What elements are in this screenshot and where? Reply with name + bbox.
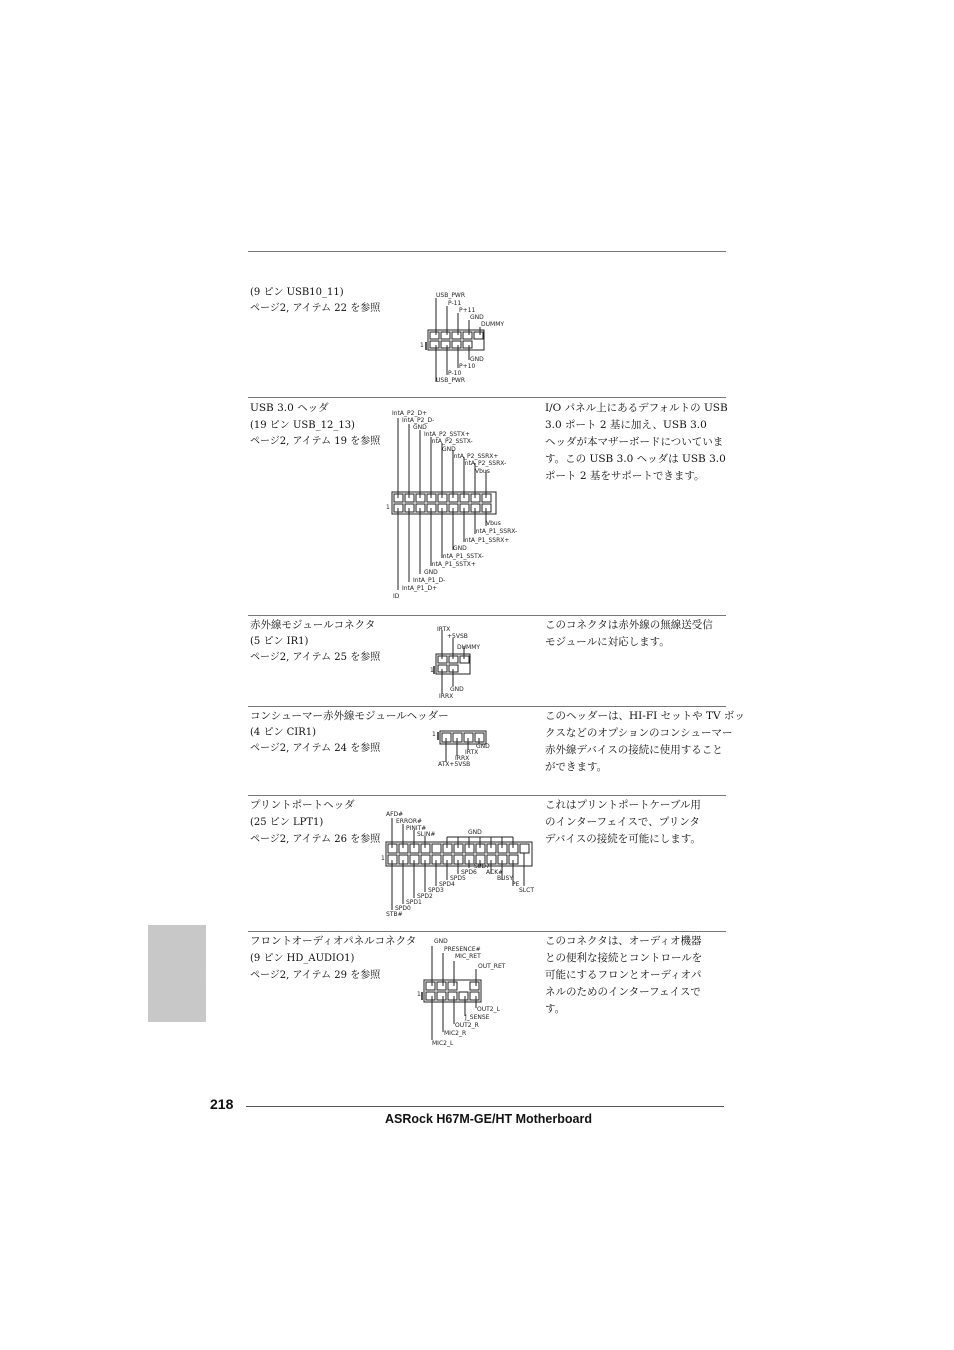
usb3-label-p1-sstx+: IntA_P1_SSTX+ <box>430 561 476 568</box>
usb3-title: USB 3.0 ヘッダ <box>250 402 329 414</box>
audio-label-presence: PRESENCE# <box>444 946 481 953</box>
usb3-label-p2-d+: IntA_P2_D+ <box>392 410 428 417</box>
cir-title: コンシューマー赤外線モジュールヘッダー <box>250 710 449 722</box>
cir-description <box>545 708 745 776</box>
audio-desc-line-4: ネルのためのインターフェイスで <box>545 986 701 998</box>
usb2-label-p-11: P-11 <box>448 300 462 307</box>
lpt-pin1-marker: 1 <box>381 855 385 862</box>
usb2-pins-line: (9 ピン USB10_11) <box>250 287 344 298</box>
audio-title: フロントオーディオパネルコネクタ <box>250 935 417 947</box>
lpt-label-ack: ACK# <box>486 869 504 876</box>
audio-label-gnd: GND <box>434 938 448 945</box>
cir-desc-line-1: このヘッダーは、HI-FI セットや TV ボッ <box>545 710 745 722</box>
usb3-label-gnd-bottom-1: GND <box>453 545 467 552</box>
audio-ref-line: ページ2, アイテム 29 を参照 <box>250 970 381 981</box>
cir-desc-line-4: ができます。 <box>545 761 608 773</box>
usb3-label-p1-ssrx+: IntA_P1_SSRX+ <box>463 537 510 544</box>
cir-label-atx5vsb: ATX+5VSB <box>438 761 471 768</box>
audio-label-mic2-l: MIC2_L <box>432 1040 454 1047</box>
usb3-desc-line-3: ヘッダが本マザーボードについていま <box>545 436 724 448</box>
footer-title: ASRock H67M-GE/HT Motherboard <box>385 1112 592 1126</box>
usb2-label-p+10: P+10 <box>459 363 476 370</box>
ir-desc-line-1: このコネクタは赤外線の無線送受信 <box>545 619 713 631</box>
section-divider-usb3 <box>248 397 726 398</box>
ir-pin1-marker: 1 <box>430 667 434 674</box>
audio-label-mic-ret: MIC_RET <box>455 953 481 960</box>
usb3-label-id: ID <box>393 593 400 600</box>
lpt-label-pinit: PINIT# <box>406 825 427 832</box>
lpt-pins-line: (25 ピン LPT1) <box>250 817 324 828</box>
usb3-label-p1-sstx-: IntA_P1_SSTX- <box>441 553 484 560</box>
lpt-desc-line-1: これはプリントポートケーブル用 <box>545 799 701 811</box>
audio-label-out2-l: OUT2_L <box>477 1006 500 1013</box>
section-divider-cir <box>248 706 726 707</box>
audio-label-j-sense: J_SENSE <box>465 1014 490 1021</box>
lpt-ref-line: ページ2, アイテム 26 を参照 <box>250 834 381 845</box>
lpt-label-gnd: GND <box>468 829 482 836</box>
usb3-desc-line-5: ポート 2 基をサポートできます。 <box>545 470 705 482</box>
usb2-label-usb-pwr-top: USB_PWR <box>436 292 466 299</box>
ir-label-irtx: IRTX <box>437 626 451 633</box>
usb2-label-dummy: DUMMY <box>481 321 505 328</box>
language-side-tab-label: 日本語 <box>202 941 224 998</box>
ir-label-dummy: DUMMY <box>457 644 481 651</box>
usb3-label-p2-sstx+: IntA_P2_SSTX+ <box>424 431 470 438</box>
usb3-ref-line: ページ2, アイテム 19 を参照 <box>250 436 381 447</box>
ir-pins-line: (5 ピン IR1) <box>250 636 309 647</box>
usb3-pin1-marker: 1 <box>386 504 390 511</box>
usb2-label-p+11: P+11 <box>459 307 476 314</box>
lpt-description <box>545 797 730 848</box>
lpt-label-spd4: SPD4 <box>439 881 455 888</box>
lpt-label-slct: SLCT <box>519 887 535 894</box>
usb3-label-vbus-top: Vbus <box>475 468 490 475</box>
page-number: 218 <box>210 1096 234 1112</box>
lpt-title: プリントポートヘッダ <box>250 799 355 811</box>
section-divider-ir <box>248 615 726 616</box>
lpt-label-spd7: SPD7 <box>474 863 490 870</box>
section-divider-audio <box>248 931 726 932</box>
usb3-label-p1-ssrx-: IntA_P1_SSRX- <box>474 528 518 535</box>
usb3-label-p2-sstx-: IntA_P2_SSTX- <box>430 438 473 445</box>
language-side-tab <box>148 925 224 1022</box>
lpt-desc-line-2: のインターフェイスで、プリンタ <box>545 816 700 828</box>
ir-description <box>545 617 730 651</box>
cir-label-gnd: GND <box>476 743 490 750</box>
audio-description <box>545 933 730 1018</box>
usb3-label-gnd-top-2: GND <box>442 446 456 453</box>
footer-rule <box>246 1106 724 1107</box>
lpt-label-spd0: SPD0 <box>395 905 411 912</box>
cir-label-irtx: IRTX <box>465 749 479 756</box>
lpt-label-error: ERROR# <box>396 818 423 825</box>
audio-label-mic2-r: MIC2_R <box>444 1030 467 1037</box>
cir-pin1-marker: 1 <box>432 731 436 738</box>
usb3-description <box>545 400 730 485</box>
ir-label-gnd: GND <box>450 686 464 693</box>
usb3-desc-line-1: I/O パネル上にあるデフォルトの USB <box>545 402 728 414</box>
lpt-label-stb: STB# <box>386 911 403 918</box>
lpt-desc-line-3: デバイスの接続を可能にします。 <box>545 833 701 845</box>
audio-label-out-ret: OUT_RET <box>478 963 506 970</box>
usb3-pins-line: (19 ピン USB_12_13) <box>250 420 355 431</box>
cir-pins-line: (4 ピン CIR1) <box>250 727 317 738</box>
lpt-label-slin: SLIN# <box>417 831 436 838</box>
audio-desc-line-3: 可能にするフロンとオーディオパ <box>545 969 702 981</box>
usb3-label-gnd-top-1: GND <box>413 424 427 431</box>
ir-title: 赤外線モジュールコネクタ <box>250 619 376 631</box>
ir-desc-line-2: モジュールに対応します。 <box>545 636 670 648</box>
usb3-label-p2-d-: IntA_P2_D- <box>402 417 435 424</box>
lpt-label-busy: BUSY <box>497 875 513 882</box>
audio-desc-line-2: との便利な接続とコントロールを <box>545 952 703 964</box>
audio-pin1-marker: 1 <box>417 991 421 998</box>
ir-label-irrx: IRRX <box>439 693 454 700</box>
usb3-label-gnd-bottom-2: GND <box>424 569 438 576</box>
lpt-label-pe: PE <box>512 881 520 888</box>
usb3-label-p2-ssrx-: IntA_P2_SSRX- <box>463 460 507 467</box>
usb3-label-p2-ssrx+: IntA_P2_SSRX+ <box>452 453 499 460</box>
lpt-label-spd3: SPD3 <box>428 887 444 894</box>
cir-desc-line-2: クスなどのオプションのコンシューマー <box>545 727 733 739</box>
usb2-header-diagram <box>424 290 524 390</box>
usb2-label-usb-pwr-bottom: USB_PWR <box>436 377 466 384</box>
audio-desc-line-1: このコネクタは、オーディオ機器 <box>545 935 702 947</box>
lpt-label-spd5: SPD5 <box>450 875 466 882</box>
cir-desc-line-3: 赤外線デバイスの接続に使用すること <box>545 744 723 756</box>
lpt-label-spd1: SPD1 <box>406 899 422 906</box>
ir-ref-line: ページ2, アイテム 25 を参照 <box>250 652 381 663</box>
cir-label-irrx: IRRX <box>455 755 470 762</box>
usb3-label-p1-d-: IntA_P1_D- <box>413 577 446 584</box>
audio-desc-line-5: す。 <box>545 1003 566 1015</box>
usb2-ref-line: ページ2, アイテム 22 を参照 <box>250 303 381 314</box>
audio-label-out2-r: OUT2_R <box>455 1022 479 1029</box>
usb2-label-p-10: P-10 <box>448 370 462 377</box>
audio-pins-line: (9 ピン HD_AUDIO1) <box>250 953 355 964</box>
usb3-label-p1-d+: IntA_P1_D+ <box>402 585 438 592</box>
usb2-pin1-marker: 1 <box>420 342 424 349</box>
usb3-desc-line-2: 3.0 ポート 2 基に加え、USB 3.0 <box>545 419 707 431</box>
top-rule <box>248 251 726 252</box>
lpt-label-spd6: SPD6 <box>461 869 477 876</box>
cir-ref-line: ページ2, アイテム 24 を参照 <box>250 743 381 754</box>
section-divider-lpt <box>248 795 726 796</box>
usb2-label-gnd-top: GND <box>470 314 484 321</box>
lpt-label-spd2: SPD2 <box>417 893 433 900</box>
usb3-desc-line-4: す。この USB 3.0 ヘッダは USB 3.0 <box>545 453 726 465</box>
ir-label-5vsb: +5VSB <box>447 633 468 640</box>
lpt-label-afd: AFD# <box>386 811 404 818</box>
usb2-label-gnd-bottom: GND <box>470 356 484 363</box>
usb3-label-vbus-bottom: Vbus <box>486 520 501 527</box>
